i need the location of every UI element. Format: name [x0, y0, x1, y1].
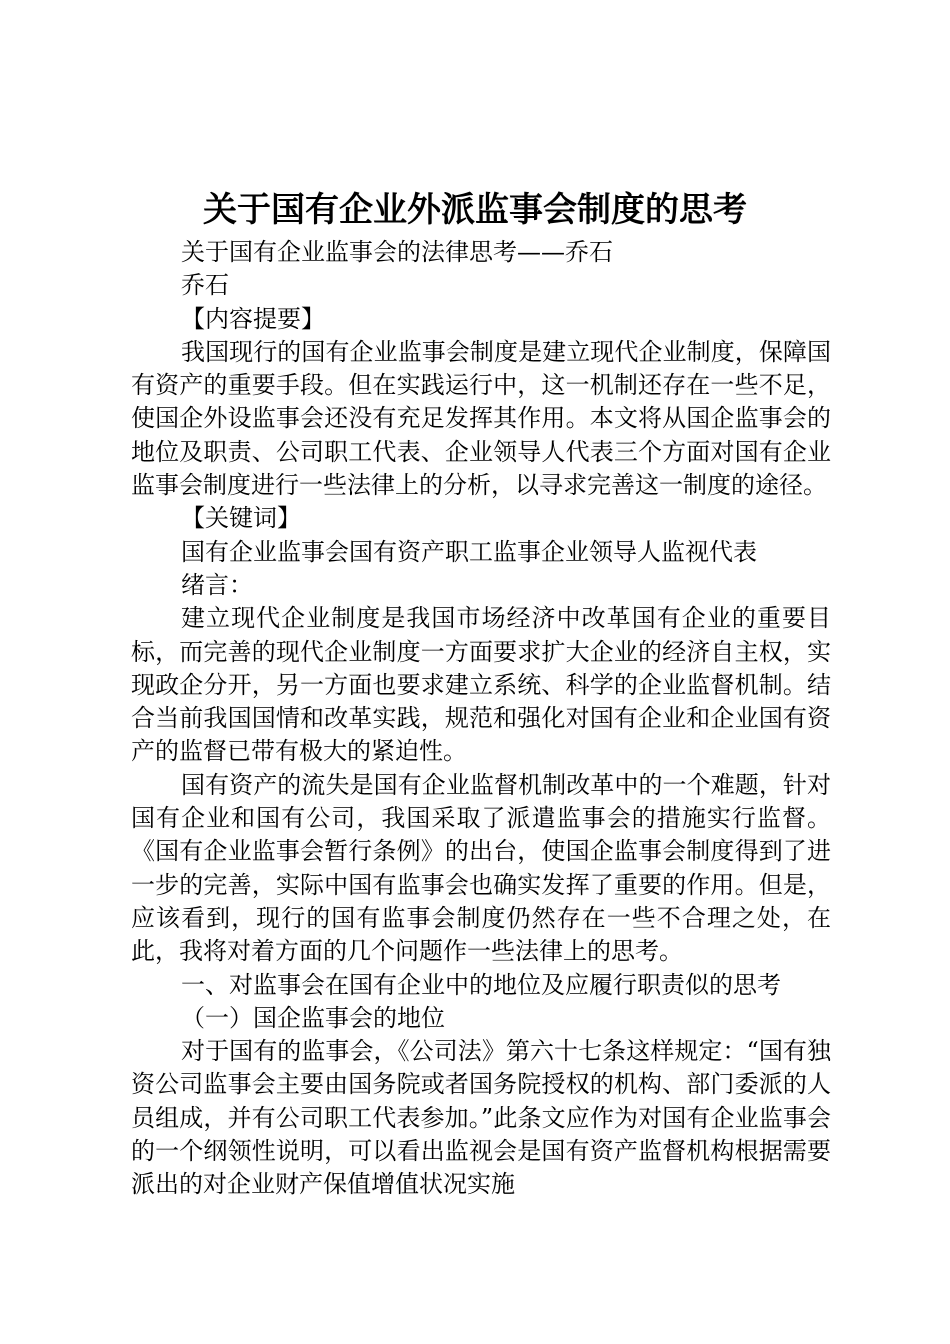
author-name: 乔石	[181, 271, 229, 300]
section-1-1-heading: （一）国企监事会的地位	[181, 1003, 445, 1032]
document-subtitle: 关于国有企业监事会的法律思考——乔石	[181, 238, 613, 266]
document-body	[131, 236, 831, 1202]
intro-heading: 绪言：	[181, 570, 253, 599]
intro-paragraph-1: 建立现代企业制度是我国市场经济中改革国有企业的重要目标，而完善的现代企业制度一方面要求扩大企业的经济自主权，实现政企分开，另一方面也要求建立系统、科学的企业监督机制。结合当前我国国情和改革实践，规范和强化对国有企业和企业国有资产的监督已带有极大的紧迫性。	[131, 604, 831, 766]
abstract-heading: 【内容提要】	[181, 304, 325, 333]
abstract-paragraph: 我国现行的国有企业监事会制度是建立现代企业制度，保障国有资产的重要手段。但在实践运行中，这一机制还存在一些不足，使国企外设监事会还没有充足发挥其作用。本文将从国企监事会的地位及职责、公司职工代表、企业领导人代表三个方面对国有企业监事会制度进行一些法律上的分析，以寻求完善这一制度的途径。	[131, 337, 831, 500]
section-1-1-paragraph: 对于国有的监事会，《公司法》第六十七条这样规定：“国有独资公司监事会主要由国务院或者国务院授权的机构、部门委派的人员组成，并有公司职工代表参加。”此条文应作为对国有企业监事会的一个纲领性说明，可以看出监视会是国有资产监督机构根据需要派出的对企业财产保值增值状况实施	[131, 1037, 831, 1199]
keywords-heading: 【关键词】	[181, 504, 301, 533]
keywords-text: 国有企业监事会国有资产职工监事企业领导人监视代表	[181, 537, 757, 566]
intro-paragraph-2: 国有资产的流失是国有企业监督机制改革中的一个难题，针对国有企业和国有公司，我国采取了派遣监事会的措施实行监督。《国有企业监事会暂行条例》的出台，使国企监事会制度得到了进一步的完善，实际中国有监事会也确实发挥了重要的作用。但是，应该看到，现行的国有监事会制度仍然存在一些不合理之处，在此，我将对着方面的几个问题作一些法律上的思考。	[131, 770, 831, 966]
section-1-heading: 一、对监事会在国有企业中的地位及应履行职责似的思考	[181, 970, 781, 999]
document-title: 关于国有企业外派监事会制度的思考	[203, 190, 747, 230]
